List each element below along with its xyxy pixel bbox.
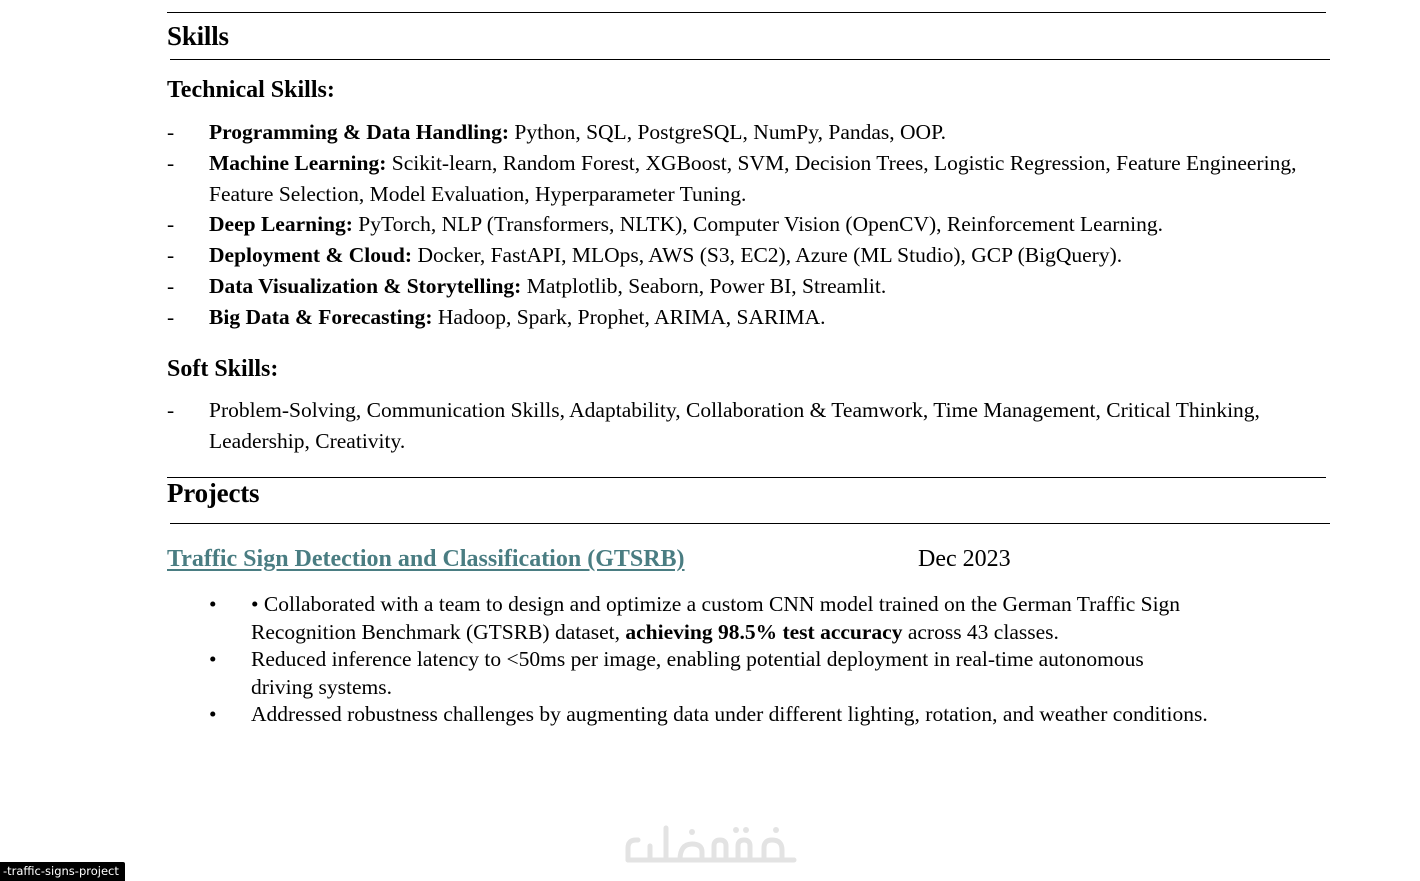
skill-category-text: PyTorch, NLP (Transformers, NLTK), Computer Vision (OpenCV), Reinforcement Learning. (352, 212, 1164, 237)
skill-category-text: Docker, FastAPI, MLOps, AWS (S3, EC2), Azure (ML Studio), GCP (BigQuery). (412, 243, 1123, 268)
list-item (167, 271, 1307, 302)
bullet-text-end: across 43 classes. (902, 619, 1059, 644)
list-marker: - (167, 304, 175, 329)
list-marker: - (167, 398, 175, 422)
bullet-text: • Collaborated with a team to design and optimize a custom CNN model trained on the German Traffic Sign Recognition Benchmark (GTSRB) dataset, (251, 592, 1181, 644)
list-item (167, 395, 1307, 457)
list-item (209, 701, 1209, 729)
bullet-highlight: achieving 98.5% test accuracy (625, 619, 903, 644)
bullet-marker: • (209, 702, 217, 726)
skill-category-label: Data Visualization & Storytelling: (209, 273, 522, 298)
project-title-link[interactable]: Traffic Sign Detection and Classification (GTSRB) (167, 546, 685, 572)
list-item (209, 646, 1209, 701)
skill-category-label: Machine Learning: (209, 150, 387, 175)
soft-skills-text: Problem-Solving, Communication Skills, Adaptability, Collaboration & Teamwork, Time Management, Critical Thinking, Leadership, Creativity. (209, 398, 1260, 453)
projects-top-rule (167, 477, 1326, 478)
skill-category-text: Scikit-learn, Random Forest, XGBoost, SVM, Decision Trees, Logistic Regression, Feature Engineering, Feature Selection, Model Evaluation, Hyperparameter Tuning. (209, 150, 1297, 206)
technical-skills-heading: Technical Skills: (167, 77, 335, 103)
list-item (167, 240, 1307, 271)
skills-top-rule (167, 12, 1326, 13)
status-bar-url: -traffic-signs-project (0, 862, 125, 881)
project-header (167, 542, 1267, 576)
list-item (209, 591, 1209, 646)
skill-category-label: Big Data & Forecasting: (209, 304, 433, 329)
soft-skills-list (167, 395, 1307, 457)
list-marker: - (167, 120, 175, 144)
project-bullet-list (209, 591, 1209, 729)
technical-skills-list (167, 117, 1307, 333)
skills-section-title: Skills (167, 21, 229, 51)
skill-category-text: Python, SQL, PostgreSQL, NumPy, Pandas, OOP. (509, 120, 947, 144)
skill-category-text: Matplotlib, Seaborn, Power BI, Streamlit. (521, 273, 887, 298)
bullet-text: Reduced inference latency to <50ms per image, enabling potential deployment in real-time autonomous driving systems. (251, 647, 1144, 699)
skill-category-label: Deployment & Cloud: (209, 243, 413, 268)
projects-section-title: Projects (167, 478, 260, 508)
list-marker: - (167, 243, 175, 268)
list-item (167, 117, 1307, 148)
project-date: Dec 2023 (918, 546, 1011, 572)
list-marker: - (167, 212, 175, 237)
bullet-marker: • (209, 647, 217, 671)
soft-skills-heading: Soft Skills: (167, 356, 279, 382)
list-marker: - (167, 273, 175, 298)
skill-category-text: Hadoop, Spark, Prophet, ARIMA, SARIMA. (432, 304, 826, 329)
projects-bottom-rule (170, 523, 1330, 524)
skills-bottom-rule (170, 59, 1330, 60)
bullet-text: Addressed robustness challenges by augmenting data under different lighting, rotation, and weather conditions. (251, 702, 1208, 726)
skill-category-label: Deep Learning: (209, 212, 353, 237)
bullet-marker: • (209, 592, 217, 616)
watermark-dots (689, 827, 779, 835)
watermark-logo (622, 818, 798, 870)
list-item (167, 209, 1307, 240)
skill-category-label: Programming & Data Handling: (209, 120, 510, 144)
list-marker: - (167, 150, 175, 175)
list-item (167, 148, 1307, 210)
watermark-strokes (628, 828, 794, 860)
list-item (167, 302, 1307, 333)
